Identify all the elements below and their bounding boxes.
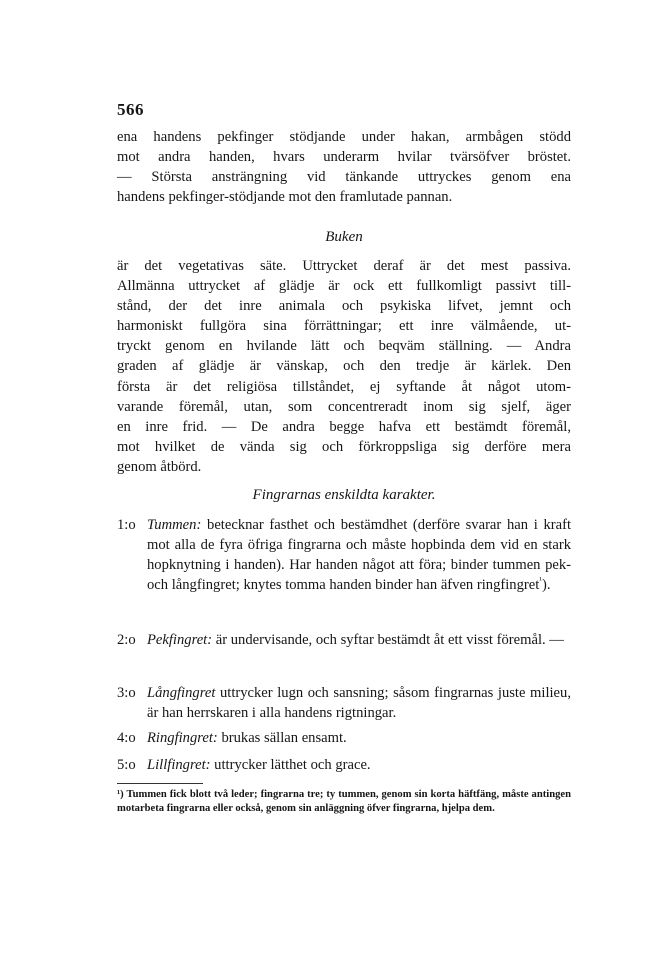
item-tail: ).: [542, 577, 551, 594]
item-text: uttrycker lugn och sansning; såsom fingrarnas juste milieu, är han herrskaren i alla handens rigtningar.: [147, 685, 571, 722]
list-item: [117, 683, 571, 723]
item-number: 3:o: [117, 685, 136, 701]
section-heading-fingrarnas: Fingrarnas enskildta karakter.: [252, 487, 436, 503]
item-name: Pekfingret:: [147, 632, 213, 648]
section-heading-buken: Buken: [325, 229, 363, 245]
text-line: första är det religiösa tillståndet, ej syftande åt något utom-: [117, 378, 571, 395]
text-line: varande föremål, utan, som concentreradt inom sig sjelf, äger: [117, 398, 571, 415]
item-text: är undervisande, och syftar bestämdt åt ett visst föremål. —: [215, 632, 564, 648]
item-name: Tummen:: [147, 517, 202, 533]
text-line: genom åtbörd.: [117, 458, 202, 475]
text-line: graden af glädje är vänskap, och den tredje är kärlek. Den: [117, 358, 571, 375]
text-line: Allmänna uttrycket af glädje är ock ett fullkomligt passivt till-: [117, 278, 571, 295]
text-line: stånd, der det inre animala och psykiska lifvet, jemnt och: [117, 298, 571, 315]
text-line: mot andra handen, hvars underarm hvilar tvärsöfver bröstet.: [117, 149, 571, 166]
item-name: Långfingret: [147, 685, 216, 701]
text-line: tryckt genom en hvilande lätt och beqväm ställning. — Andra: [117, 338, 571, 355]
list-item: [117, 755, 571, 775]
footnote: [117, 788, 571, 815]
list-item: [117, 630, 571, 650]
item-text: brukas sällan ensamt.: [221, 730, 347, 746]
buken-paragraph: [117, 256, 571, 477]
text-line: — Största ansträngning vid tänkande uttryckes genom ena: [117, 169, 571, 186]
footnote-divider: [117, 783, 203, 784]
item-name: Lillfingret:: [147, 757, 211, 773]
text-line: mot hvilket de vända sig och förkroppsliga sig derföre mera: [117, 438, 571, 455]
page-number: 566: [117, 100, 144, 119]
text-line: handens pekfinger-stödjande mot den framlutade pannan.: [117, 189, 453, 206]
list-item: [117, 515, 571, 595]
item-number: 4:o: [117, 730, 136, 746]
list-item: [117, 728, 571, 748]
intro-paragraph: [117, 127, 571, 207]
item-text: uttrycker lätthet och grace.: [214, 757, 371, 773]
text-line: ena handens pekfinger stödjande under hakan, armbågen stödd: [117, 129, 571, 145]
footnote-ref: ¹): [117, 789, 124, 800]
item-name: Ringfingret:: [147, 730, 218, 746]
item-text: betecknar fasthet och bestämdhet (derföre svarar han i kraft mot alla de fyra öfriga fingrarna och måste hopbinda dem vid en stark hopknytning i handen). Har handen något att föra; binder tummen pek- och långfingret; knytes tomma handen binder han äfven ringfingret: [147, 517, 571, 594]
footnote-text: Tummen fick blott två leder; fingrarna tre; ty tummen, genom sin korta häftfäng, måste antingen motarbeta fingrarna eller också, genom sin anläggning öfver fingrarna, hjelpa dem.: [117, 789, 571, 814]
text-line: en inre frid. — De andra begge hafva ett bestämdt föremål,: [117, 418, 571, 435]
item-number: 2:o: [117, 632, 136, 648]
text-line: är det vegetativas säte. Uttrycket deraf är det mest passiva.: [117, 258, 571, 274]
footnote-ref: ¹: [539, 575, 542, 586]
text-line: harmoniskt fullgöra sina förrättningar; ett inre välmående, ut-: [117, 318, 571, 335]
item-number: 5:o: [117, 757, 136, 773]
item-number: 1:o: [117, 517, 136, 533]
